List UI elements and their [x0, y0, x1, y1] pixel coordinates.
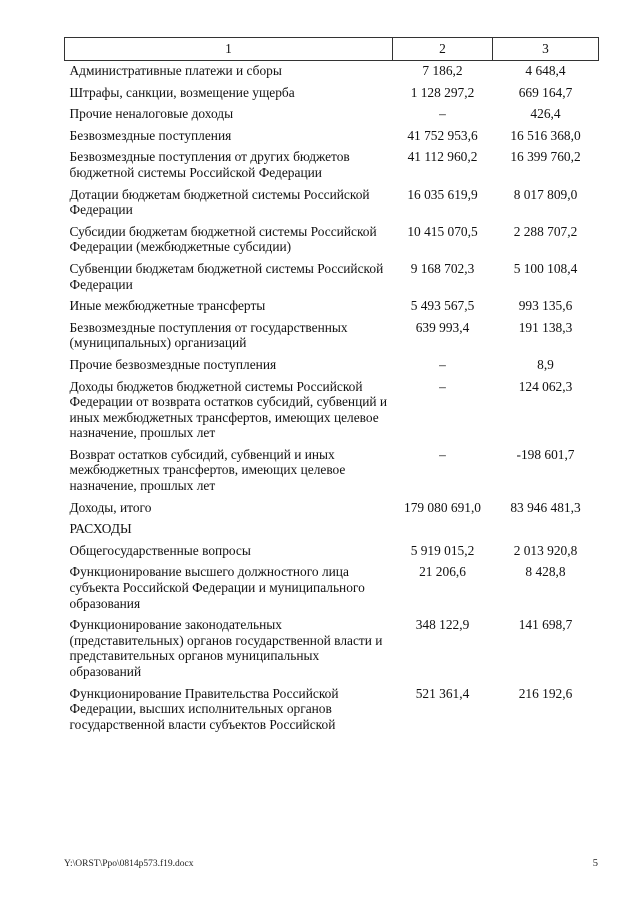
table-row [65, 61, 599, 85]
row-label: Доходы, итого [69, 499, 152, 515]
table-row [65, 357, 599, 379]
column-header-2: 2 [393, 38, 493, 61]
row-value-col3: 8,9 [537, 356, 554, 372]
table-row [65, 85, 599, 107]
row-label: Административные платежи и сборы [69, 63, 282, 78]
row-value-col2: 348 122,9 [415, 617, 470, 633]
row-label: РАСХОДЫ [69, 521, 132, 537]
row-value-col3: 8 428,8 [525, 564, 566, 580]
row-value-col3: -198 601,7 [516, 446, 575, 462]
table-row [65, 261, 599, 298]
row-label: Доходы бюджетов бюджетной системы Российской Федерации от возврата остатков субсидий, субвенций и иных межбюджетных трансфертов, имеющих целевое назначение, прошлых лет [69, 378, 388, 441]
table-row [65, 128, 599, 150]
row-label: Возврат остатков субсидий, субвенций и иных межбюджетных трансфертов, имеющих целевое назначение, прошлых лет [69, 446, 346, 494]
row-value-col3: 5 100 108,4 [513, 260, 578, 276]
row-label: Прочие безвозмездные поступления [69, 356, 277, 372]
row-value-col3: 216 192,6 [518, 685, 573, 701]
row-value-col3: 426,4 [530, 106, 561, 122]
row-label: Функционирование высшего должностного лица субъекта Российской Федерации и муниципального образования [69, 564, 365, 611]
table-row [65, 500, 599, 522]
row-value-col2: 7 186,2 [422, 63, 463, 78]
row-value-col3: 993 135,6 [518, 298, 573, 314]
row-value-col3 [493, 521, 599, 543]
row-value-col2: 179 080 691,0 [404, 499, 481, 515]
row-value-col2: 10 415 070,5 [407, 223, 478, 239]
row-value-col2: 639 993,4 [415, 319, 470, 335]
row-label: Субвенции бюджетам бюджетной системы Российской Федерации [69, 260, 384, 292]
column-header-1: 1 [65, 38, 393, 61]
row-value-col2: – [439, 378, 446, 394]
row-label: Иные межбюджетные трансферты [69, 298, 266, 314]
table-row [65, 149, 599, 186]
table-row [65, 224, 599, 261]
row-value-col3: 2 288 707,2 [513, 223, 578, 239]
row-value-col2: – [439, 446, 446, 462]
row-value-col3: 8 017 809,0 [513, 186, 578, 202]
row-label: Субсидии бюджетам бюджетной системы Российской Федерации (межбюджетные субсидии) [69, 223, 377, 255]
table-row [65, 320, 599, 357]
row-value-col3: 2 013 920,8 [513, 542, 578, 558]
row-value-col2: 41 752 953,6 [407, 127, 478, 143]
row-value-col2 [393, 521, 493, 543]
table-row [65, 298, 599, 320]
row-label: Дотации бюджетам бюджетной системы Российской Федерации [69, 186, 370, 218]
row-value-col3: 191 138,3 [518, 319, 573, 335]
row-label: Общегосударственные вопросы [69, 542, 251, 558]
row-value-col3: 124 062,3 [518, 378, 573, 394]
table-row [65, 187, 599, 224]
table-row [65, 686, 599, 739]
row-label: Безвозмездные поступления от других бюджетов бюджетной системы Российской Федерации [69, 149, 350, 180]
row-value-col2: 21 206,6 [419, 564, 466, 580]
table-row [65, 521, 599, 543]
row-value-col3: 16 516 368,0 [510, 127, 581, 143]
row-value-col3: 141 698,7 [518, 617, 573, 633]
table-row [65, 617, 599, 685]
row-label: Безвозмездные поступления [69, 127, 232, 143]
row-value-col2: – [439, 356, 446, 372]
row-value-col2: 9 168 702,3 [410, 260, 475, 276]
row-label: Штрафы, санкции, возмещение ущерба [69, 84, 295, 100]
row-value-col2: 5 919 015,2 [410, 542, 475, 558]
table-row [65, 106, 599, 128]
budget-table [64, 37, 599, 738]
table-row [65, 447, 599, 500]
row-value-col3: 669 164,7 [518, 84, 573, 100]
row-value-col3: 16 399 760,2 [510, 149, 581, 165]
row-label: Безвозмездные поступления от государственных (муниципальных) организаций [69, 319, 348, 351]
column-header-3: 3 [493, 38, 599, 61]
row-value-col2: 16 035 619,9 [407, 186, 478, 202]
row-value-col3: 4 648,4 [525, 63, 566, 78]
table-row [65, 543, 599, 565]
row-value-col2: 1 128 297,2 [410, 84, 475, 100]
table-row [65, 379, 599, 447]
table-row [65, 564, 599, 617]
table-header-row [65, 38, 599, 61]
row-value-col2: 41 112 960,2 [407, 149, 478, 165]
footer-page-number: 5 [592, 858, 598, 869]
row-value-col3: 83 946 481,3 [510, 499, 581, 515]
row-label: Функционирование Правительства Российской Федерации, высших исполнительных органов государственной власти субъектов Российской [69, 685, 339, 732]
row-value-col2: 5 493 567,5 [410, 298, 475, 314]
row-label: Функционирование законодательных (представительных) органов государственной власти и представительных органов муниципальных образований [69, 617, 383, 679]
row-value-col2: 521 361,4 [415, 685, 470, 701]
row-value-col2: – [439, 106, 446, 122]
row-label: Прочие неналоговые доходы [69, 106, 234, 122]
footer-file-path: Y:\ORST\Ppo\0814p573.f19.docx [64, 859, 194, 869]
